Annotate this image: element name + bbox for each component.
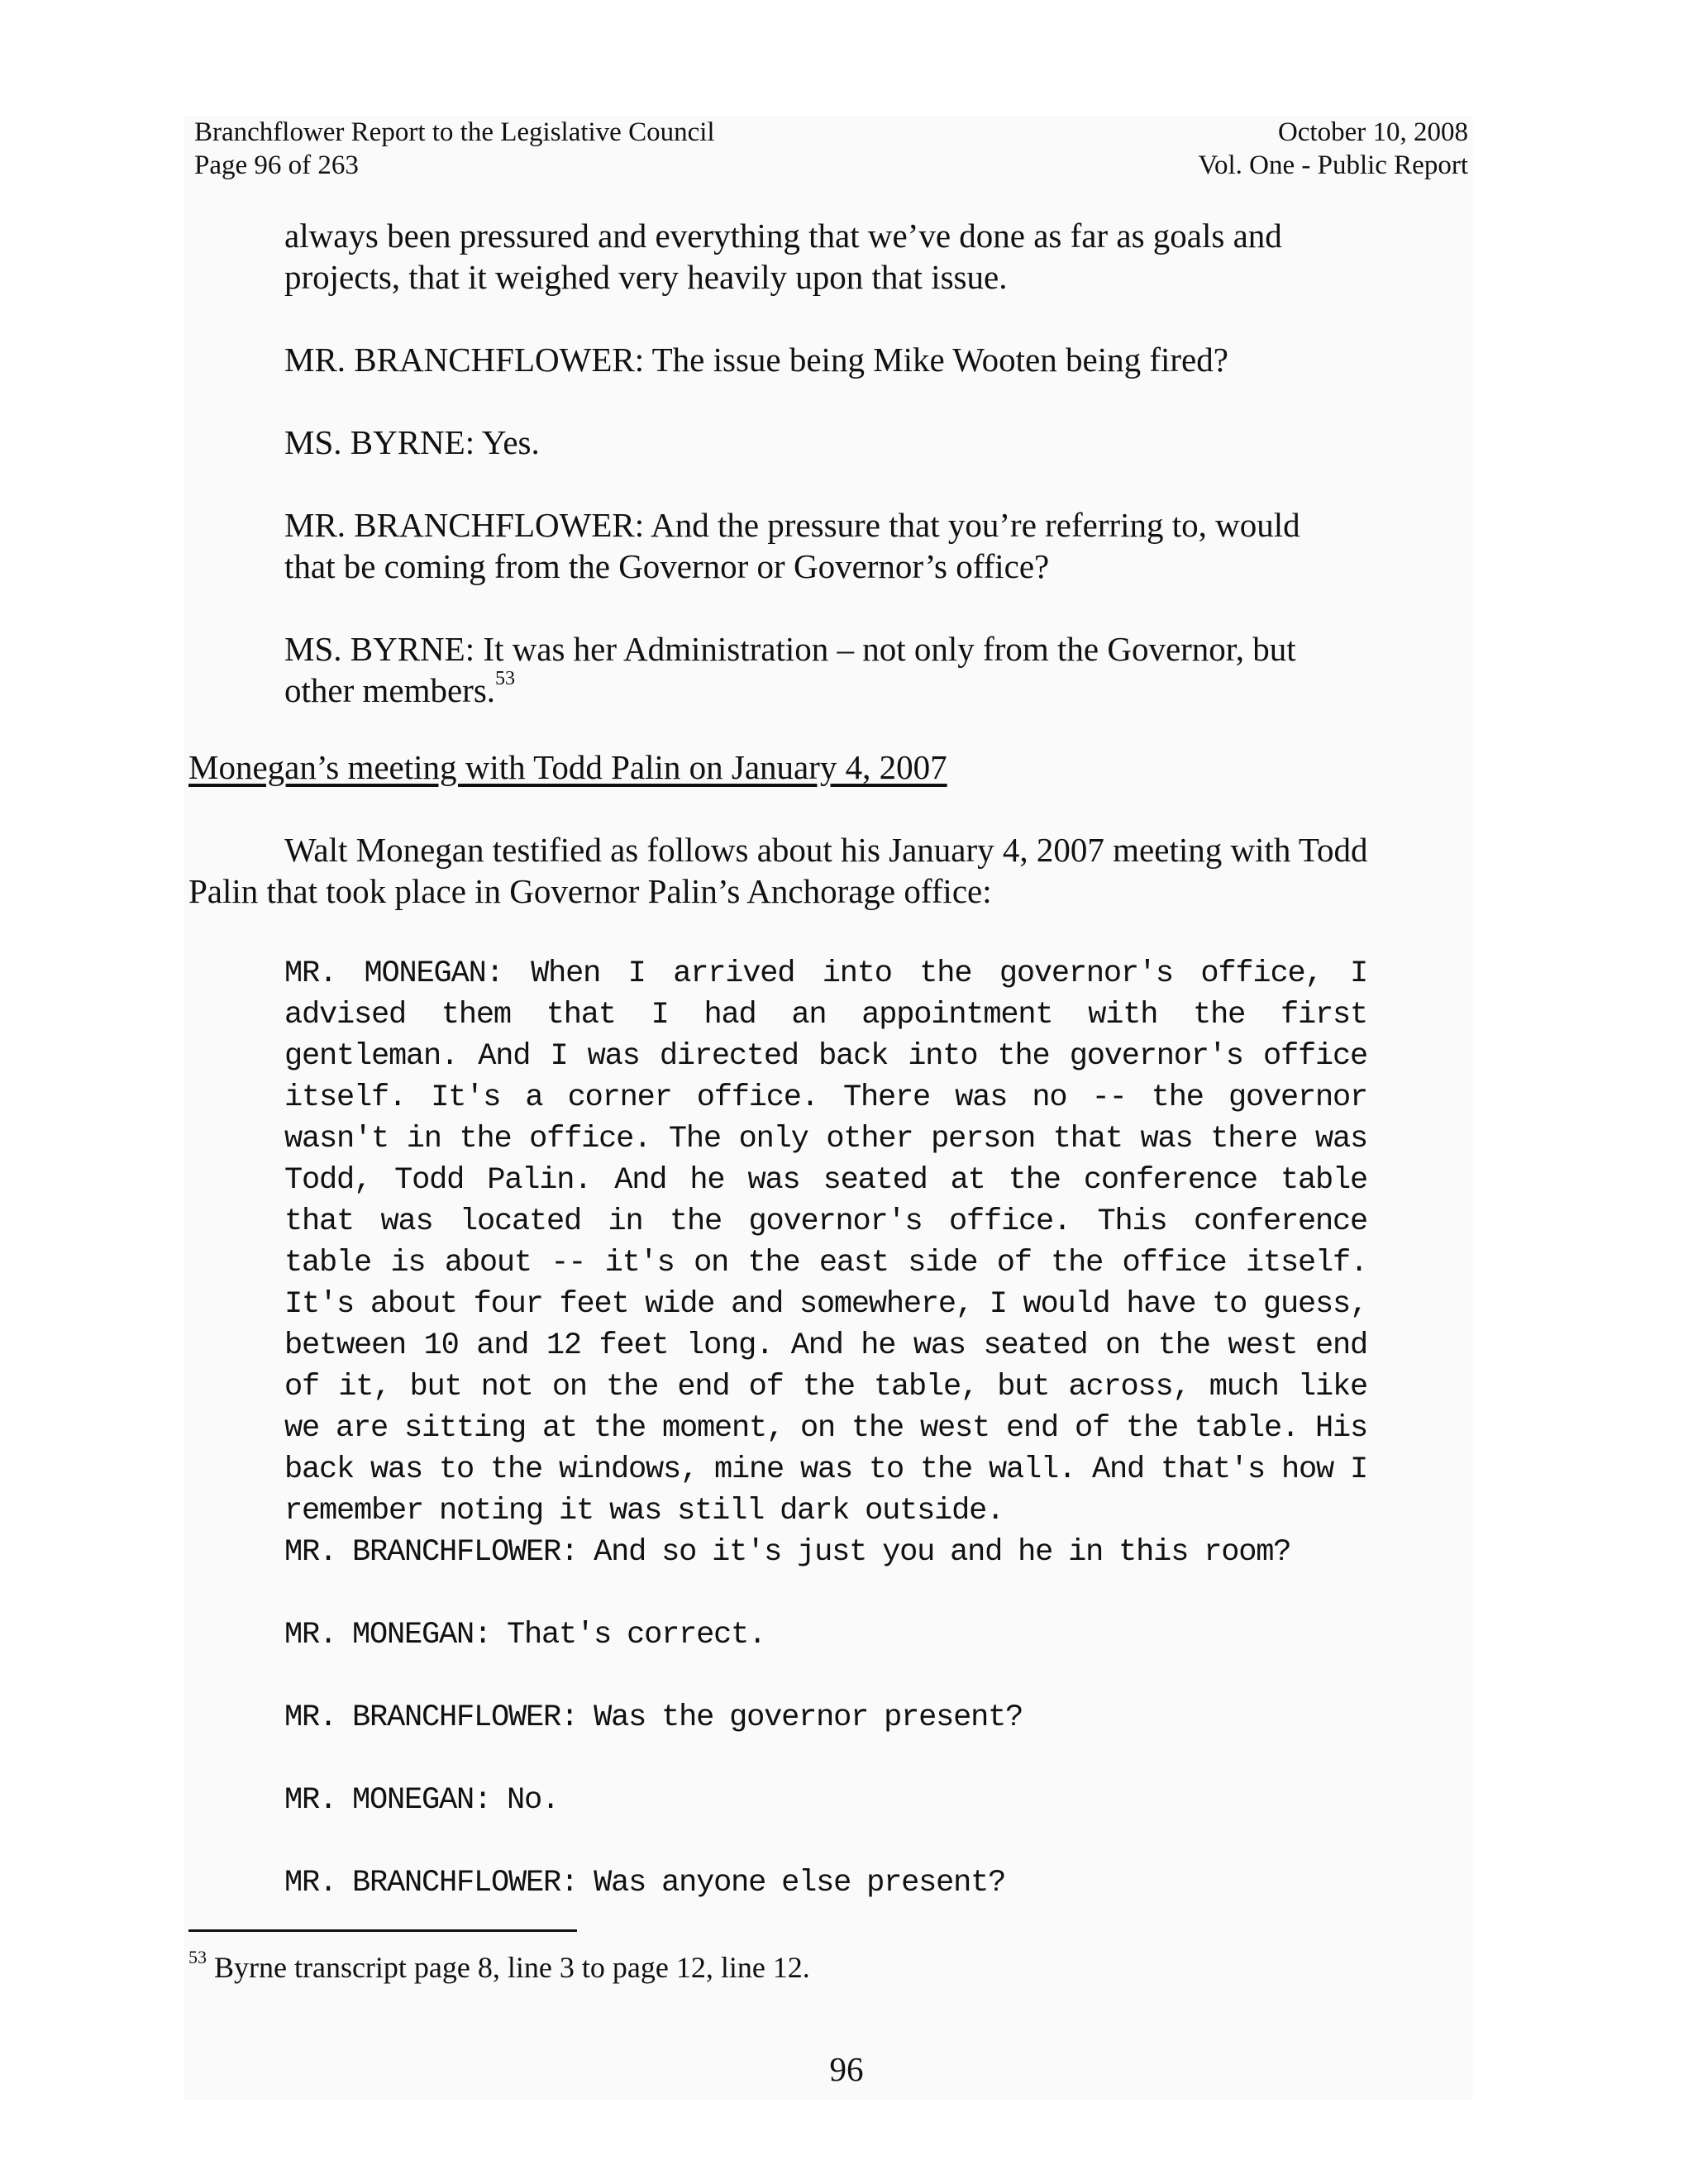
exchange-text: MR. BRANCHFLOWER: And the pressure that you’re referring to, would [284,506,1300,544]
header-left [194,116,715,182]
footnote-divider [188,1929,577,1932]
narrative-paragraph [188,829,1462,912]
footnote [188,1949,810,1986]
narrative-line: Palin that took place in Governor Palin’s Anchorage office: [188,872,992,910]
exchange-text: MS. BYRNE: It was her Administration – not only from the Governor, but [284,630,1296,668]
narrative-line: Walt Monegan testified as follows about his January 4, 2007 meeting with Todd [284,831,1368,869]
exchange-line [284,628,1363,711]
section-heading: Monegan’s meeting with Todd Palin on January 4, 2007 [188,748,947,786]
testimony-text: MR. MONEGAN: When I arrived into the governor's office, I advised them that I had an appointment with the first gentleman. And I was directed back into the governor's office itself. It's a corner office. There was no -- the governor wasn't in the office. The only other person that was there was Todd, Todd Palin. And he was seated at the conference table that was located in the governor's office. This conference table is about -- it's on the east side of the office itself. It's about four feet wide and somewhere, I would have to guess, between 10 and 12 feet long. And he was seated on the west end of it, but not on the end of the table, but across, much like we are sitting at the moment, on the west end of the table. His back was to the windows, mine was to the wall. And that's how I remember noting it was still dark outside. [284,956,1367,1528]
header-right [1198,116,1468,182]
exchange-text: MS. BYRNE: Yes. [284,423,540,461]
exchange-text: MR. BRANCHFLOWER: The issue being Mike Wooten being fired? [284,341,1228,379]
page-number: 96 [829,2050,864,2088]
monegan-testimony [284,953,1367,1532]
exchange-line [284,339,1363,380]
report-title: Branchflower Report to the Legislative Council [194,117,715,147]
page-count: Page 96 of 263 [194,150,359,180]
footnote-reference: 53 [495,668,516,690]
quote-line: projects, that it weighed very heavily upon that issue. [284,258,1008,296]
exchange-text: that be coming from the Governor or Governor’s office? [284,547,1050,585]
quote-line: always been pressured and everything that we’ve done as far as goals and [284,217,1282,255]
qa-line: MR. BRANCHFLOWER: Was anyone else present? [284,1866,1006,1900]
exchange-text: other members.$^{53}$ [284,668,516,709]
footnote-number: 53 [188,1947,207,1967]
exchange-line [284,422,1363,463]
qa-line: MR. MONEGAN: No. [284,1783,560,1818]
qa-line: MR. MONEGAN: That's correct. [284,1618,766,1652]
quote-continuation [284,215,1363,298]
qa-line: MR. BRANCHFLOWER: Was the governor present? [284,1700,1023,1735]
report-date: October 10, 2008 [1277,117,1468,147]
qa-line: MR. BRANCHFLOWER: And so it's just you and he in this room? [284,1535,1291,1570]
exchange-line [284,504,1363,587]
footnote-text: Byrne transcript page 8, line 3 to page 12, line 12. [207,1951,810,1984]
volume-label: Vol. One - Public Report [1198,150,1468,180]
